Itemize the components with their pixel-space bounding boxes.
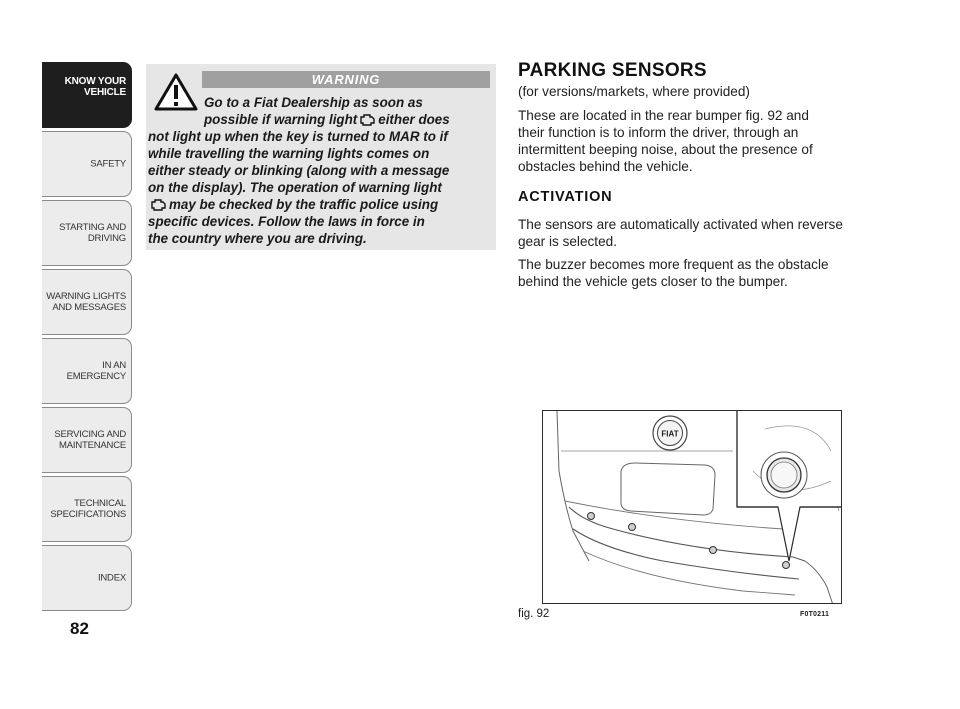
- tab-technical-specifications[interactable]: [42, 476, 132, 542]
- text-line: These are located in the rear bumper fig. 92 and: [518, 108, 809, 123]
- tab-label: SAFETY: [90, 158, 126, 170]
- text-line: behind the vehicle gets closer to the bumper.: [518, 274, 788, 289]
- activation-paragraph-1: [518, 216, 878, 250]
- text-line: gear is selected.: [518, 234, 617, 249]
- text-line: their function is to inform the driver, through an: [518, 125, 799, 140]
- tab-label: SERVICING AND MAINTENANCE: [54, 429, 126, 451]
- warning-line: Go to a Fiat Dealership as soon as: [204, 95, 423, 110]
- tab-safety[interactable]: [42, 131, 132, 197]
- page-number: 82: [70, 619, 89, 638]
- engine-warning-icon: [150, 198, 167, 211]
- warning-line: not light up when the key is turned to MAR to if: [148, 129, 448, 144]
- text-line: The sensors are automatically activated when reverse: [518, 217, 843, 232]
- tab-label: STARTING AND DRIVING: [59, 222, 126, 244]
- warning-line: may be checked by the traffic police using: [148, 196, 488, 213]
- warning-box: [146, 64, 496, 250]
- tab-in-an-emergency[interactable]: [42, 338, 132, 404]
- tab-index[interactable]: [42, 545, 132, 611]
- warning-text: [148, 94, 488, 247]
- tab-warning-lights[interactable]: [42, 269, 132, 335]
- tab-label: KNOW YOUR VEHICLE: [64, 76, 126, 99]
- section-title: PARKING SENSORS: [518, 60, 707, 81]
- tab-label: IN AN EMERGENCY: [66, 360, 126, 382]
- tab-label: INDEX: [97, 572, 126, 584]
- tab-starting-and-driving[interactable]: [42, 200, 132, 266]
- text-line: The buzzer becomes more frequent as the obstacle: [518, 257, 829, 272]
- tab-label: WARNING LIGHTS AND MESSAGES: [46, 291, 126, 313]
- warning-line: on the display). The operation of warning light: [148, 180, 442, 195]
- text-line: intermittent beeping noise, about the presence of: [518, 142, 813, 157]
- warning-header: WARNING: [202, 71, 490, 88]
- tab-know-your-vehicle[interactable]: [42, 62, 132, 128]
- activation-paragraph-2: [518, 256, 878, 290]
- tab-label: TECHNICAL SPECIFICATIONS: [50, 498, 126, 520]
- chapter-tabs: [42, 62, 132, 614]
- text-line: obstacles behind the vehicle.: [518, 159, 693, 174]
- warning-line: either steady or blinking (along with a message: [148, 163, 450, 178]
- warning-line: the country where you are driving.: [148, 231, 367, 246]
- figure-code: F0T0211: [800, 611, 830, 618]
- figure-caption: fig. 92: [518, 608, 550, 620]
- activation-heading: ACTIVATION: [518, 189, 613, 205]
- figure-92-illustration: [542, 410, 842, 604]
- section-subtitle: (for versions/markets, where provided): [518, 84, 750, 99]
- tab-servicing[interactable]: [42, 407, 132, 473]
- engine-warning-icon: [359, 113, 376, 126]
- rear-bumper-drawing: [543, 411, 842, 604]
- warning-line: possible if warning light either does: [204, 112, 450, 127]
- fiat-badge-text: FIAT: [661, 429, 679, 439]
- intro-paragraph: [518, 107, 878, 175]
- warning-line: while travelling the warning lights comes on: [148, 146, 430, 161]
- warning-line: specific devices. Follow the laws in force in: [148, 214, 425, 229]
